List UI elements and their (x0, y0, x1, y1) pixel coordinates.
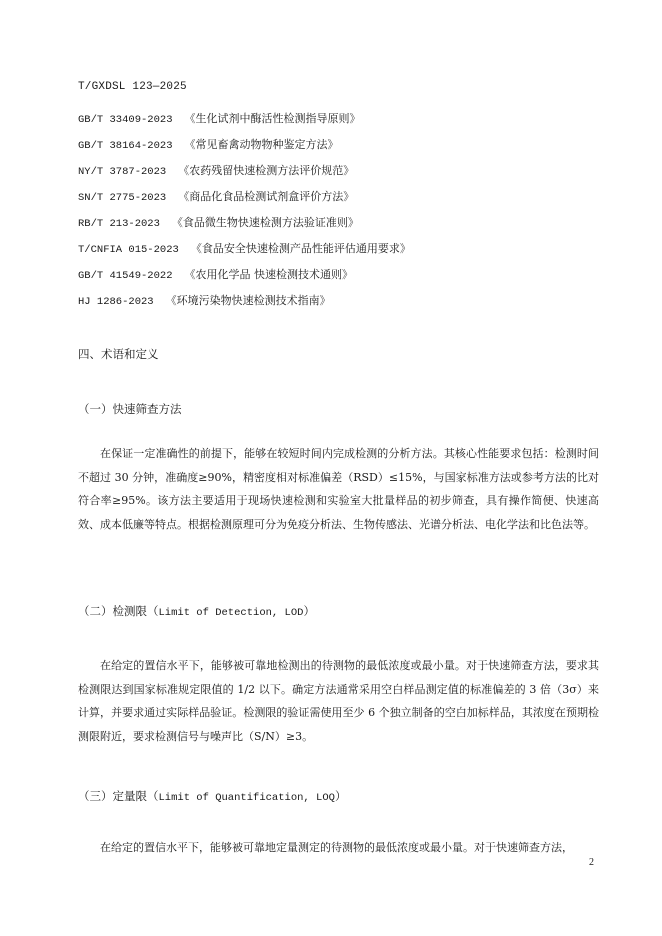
term-definition: 在给定的置信水平下，能够被可靠地检测出的待测物的最低浓度或最小量。对于快速筛查方法，要求其检测限达到国家标准规定限值的 1/2 以下。确定方法通常采用空白样品测定值的标准偏差的 3 倍（3σ）来计算，并要求通过实际样品验证。检测限的验证需使用至少 6 个独立制备的空白加标样品，其浓度在预期检测限附近，要求检测信号与噪声比（S/N）≥3。 (78, 659, 599, 743)
reference-item (78, 268, 598, 294)
reference-title: 《农药残留快速检测方法评价规范》 (178, 164, 355, 177)
term-heading (78, 603, 315, 619)
reference-code: GB/T 33409-2023 (78, 114, 173, 126)
reference-title: 《生化试剂中酶活性检测指导原则》 (184, 112, 361, 125)
page-number: 2 (589, 857, 594, 868)
reference-title: 《环境污染物快速检测技术指南》 (165, 294, 331, 307)
reference-code: RB/T 213-2023 (78, 218, 160, 230)
term-heading (78, 788, 346, 804)
reference-item (78, 242, 598, 268)
reference-item (78, 164, 598, 190)
reference-title: 《食品微生物快速检测方法验证准则》 (171, 216, 359, 229)
term-heading-cn: （二）检测限（ (78, 604, 159, 618)
reference-item (78, 190, 598, 216)
reference-item (78, 216, 598, 242)
reference-list (78, 112, 598, 320)
reference-code: T/CNFIA 015-2023 (78, 244, 179, 256)
term-definition: 在给定的置信水平下，能够被可靠地定量测定的待测物的最低浓度或最小量。对于快速筛查方法， (100, 841, 573, 854)
reference-title: 《常见畜禽动物物种鉴定方法》 (184, 138, 339, 151)
term-heading: （一）快速筛查方法 (78, 402, 182, 416)
reference-item (78, 138, 598, 164)
term-heading-end: ） (334, 789, 347, 803)
reference-item (78, 112, 598, 138)
document-number: T/GXDSL 123—2025 (78, 81, 187, 93)
section-heading: 四、术语和定义 (78, 347, 159, 361)
reference-code: GB/T 41549-2022 (78, 270, 173, 282)
term-heading-cn: （三）定量限（ (78, 789, 159, 803)
reference-code: SN/T 2775-2023 (78, 192, 167, 204)
reference-title: 《商品化食品检测试剂盒评价方法》 (178, 190, 355, 203)
reference-item (78, 294, 598, 320)
reference-code: GB/T 38164-2023 (78, 140, 173, 152)
reference-title: 《农用化学品 快速检测技术通则》 (184, 268, 354, 281)
reference-code: HJ 1286-2023 (78, 296, 154, 308)
term-heading-en: Limit of Detection, LOD (158, 607, 304, 619)
term-heading-end: ） (303, 604, 315, 618)
term-definition: 在保证一定准确性的前提下，能够在较短时间内完成检测的分析方法。其核心性能要求包括：检测时间不超过 30 分钟，准确度≥90%，精密度相对标准偏差（RSD）≤15%，与国家标准方法或参考方法的比对符合率≥95%。该方法主要适用于现场快速检测和实验室大批量样品的初步筛查，具有操作简便、快速高效、成本低廉等特点。根据检测原理可分为免疫分析法、生物传感法、光谱分析法、电化学法和比色法等。 (78, 447, 599, 531)
reference-title: 《食品安全快速检测产品性能评估通用要求》 (190, 242, 411, 255)
term-heading-en: Limit of Quantification, LOQ (158, 792, 335, 804)
reference-code: NY/T 3787-2023 (78, 166, 167, 178)
